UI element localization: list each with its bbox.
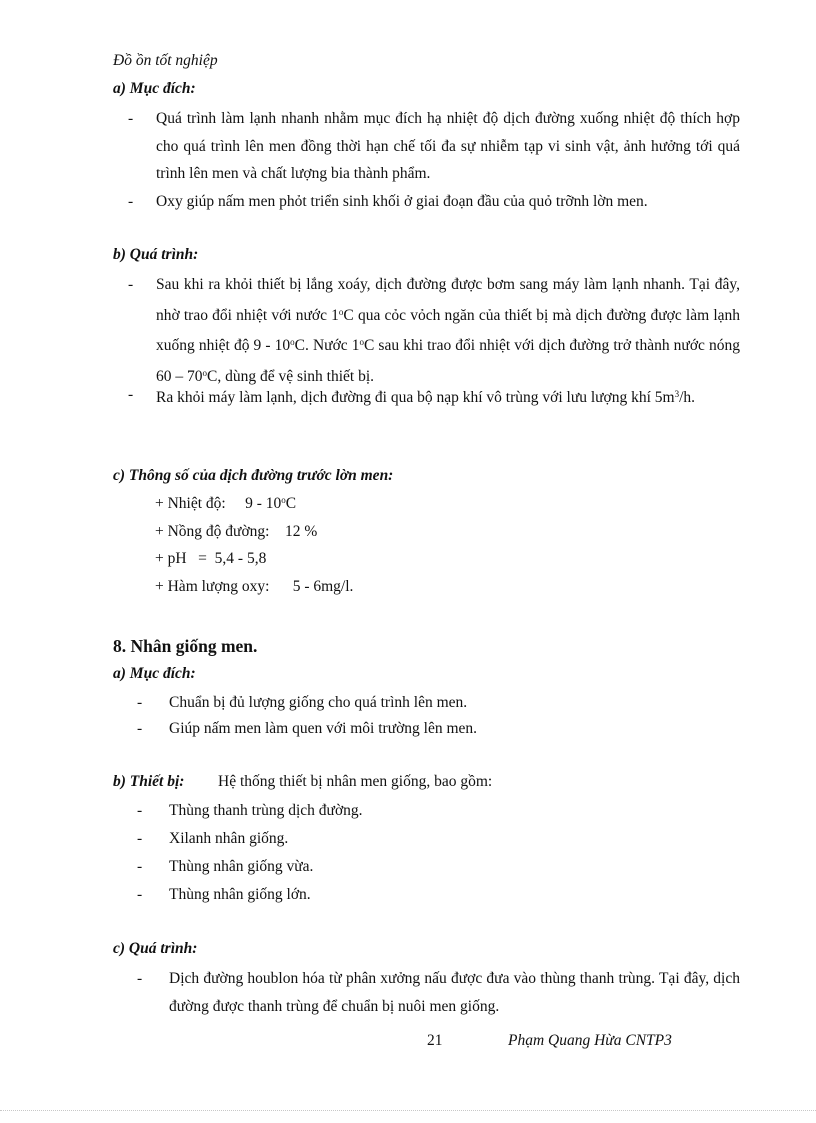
- list-dash: -: [137, 830, 143, 847]
- page-bottom-divider: [0, 1110, 816, 1111]
- list-item: [128, 105, 740, 188]
- heading-b-equipment: b) Thiết bị:: [113, 773, 185, 790]
- running-header: Đồ ồn tốt nghiệp: [113, 52, 218, 69]
- list-dash: -: [137, 802, 143, 819]
- list-dash: -: [128, 276, 134, 293]
- list-dash: -: [137, 886, 143, 903]
- list-item: [137, 965, 740, 1020]
- list-item-text: Dịch đường houblon hóa từ phân xưởng nấu được đưa vào thùng thanh trùng. Tại đây, dịch đường được thanh trùng để chuẩn bị nuôi men giống.: [169, 970, 740, 1015]
- list-item-text: Thùng nhân giống lớn.: [169, 886, 311, 903]
- list-item: [137, 797, 740, 825]
- list-item-text: Thùng thanh trùng dịch đường.: [169, 802, 363, 819]
- list-item: [137, 853, 740, 881]
- list-item: [137, 881, 740, 909]
- footer-author: Phạm Quang Hừa CNTP3: [508, 1032, 672, 1049]
- list-item: [128, 381, 740, 412]
- list-dash: -: [128, 386, 134, 403]
- param-ph: + pH = 5,4 - 5,8: [155, 550, 267, 567]
- equipment-intro: Hệ thống thiết bị nhân men giống, bao gồm:: [218, 773, 493, 790]
- heading-a-purpose-8: a) Mục đích:: [113, 665, 196, 682]
- list-item-text: Quá trình làm lạnh nhanh nhằm mục đích hạ nhiệt độ dịch đường xuống nhiệt độ thích hợp cho quá trình lên men đồng thời hạn chế tối đa sự nhiễm tạp vi sinh vật, ảnh hưởng tới quá trình lên men và chất lượng bia thành phẩm.: [156, 110, 740, 182]
- list-item: [137, 689, 740, 717]
- heading-c-parameters: c) Thông số của dịch đường trước lờn men:: [113, 467, 394, 484]
- list-dash: -: [128, 193, 134, 210]
- param-oxygen: + Hàm lượng oxy: 5 - 6mg/l.: [155, 578, 354, 595]
- page-number: 21: [427, 1032, 443, 1049]
- list-item-text: Xilanh nhân giống.: [169, 830, 289, 847]
- list-dash: -: [128, 110, 134, 127]
- param-sugar: + Nồng độ đường: 12 %: [155, 523, 318, 540]
- heading-c-process: c) Quá trình:: [113, 940, 198, 957]
- list-item-text: Sau khi ra khỏi thiết bị lắng xoáy, dịch đường được bơm sang máy làm lạnh nhanh. Tại đây, nhờ trao đổi nhiệt với nước 1$^o$C qua cỏc vỏch ngăn của thiết bị mà dịch đường được làm lạnh xuống nhiệt độ 9 - 10$^o$C. Nước 1$^o$C sau khi trao đổi nhiệt với dịch đường trở thành nước nóng 60 – 70$^o$C, dùng để vệ sinh thiết bị.: [156, 276, 741, 385]
- list-item: [137, 825, 740, 853]
- list-item-text: Giúp nấm men làm quen với môi trường lên men.: [169, 720, 478, 737]
- list-item: [128, 188, 740, 216]
- list-item: [128, 271, 740, 390]
- heading-b-process: b) Quá trình:: [113, 246, 199, 263]
- list-dash: -: [137, 694, 143, 711]
- list-dash: -: [137, 720, 143, 737]
- list-item-text: Oxy giúp nấm men phỏt triển sinh khối ở giai đoạn đầu của quỏ trỡnh lờn men.: [156, 193, 648, 210]
- heading-a-purpose: a) Mục đích:: [113, 80, 196, 97]
- list-item: [137, 715, 740, 743]
- list-dash: -: [137, 970, 143, 987]
- param-temperature: + Nhiệt độ: 9 - 10$^o$C: [155, 495, 297, 512]
- list-item-text: Chuẩn bị đủ lượng giống cho quá trình lên men.: [169, 694, 468, 711]
- list-dash: -: [137, 858, 143, 875]
- list-item-text: Ra khỏi máy làm lạnh, dịch đường đi qua bộ nạp khí vô trùng với lưu lượng khí $5m^3/h$.: [156, 389, 696, 406]
- list-item-text: Thùng nhân giống vừa.: [169, 858, 314, 875]
- section-title: 8. Nhân giống men.: [113, 636, 258, 656]
